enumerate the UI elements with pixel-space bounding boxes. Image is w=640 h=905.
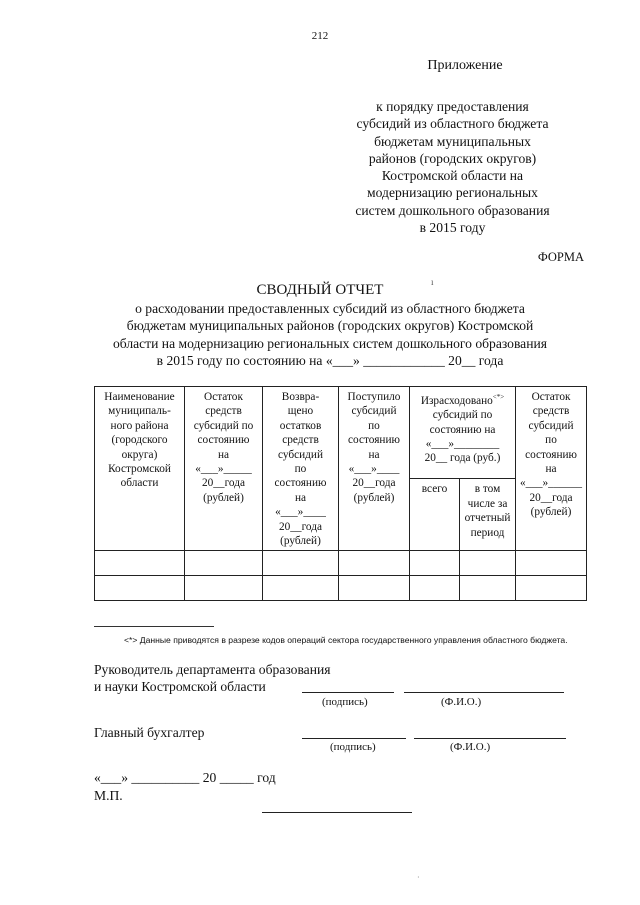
appendix-line: систем дошкольного образования [355, 202, 550, 218]
head-title-line2: и науки Костромской области [94, 679, 266, 694]
header-closing-balance: Остаток средств субсидий по состоянию на «___»______ 20__года (рублей) [516, 387, 587, 551]
accountant-signature-caption: (подпись) [330, 741, 376, 753]
accountant-title: Главный бухгалтер [94, 725, 205, 740]
appendix-text [330, 98, 575, 236]
head-name-line [404, 692, 564, 693]
subtitle-line: о расходовании предоставленных субсидий из областного бюджета [135, 301, 525, 316]
header-spent-total: всего [410, 479, 460, 551]
scan-dot: · [417, 873, 420, 882]
table-row [95, 551, 587, 576]
appendix-line: к порядку предоставления [376, 99, 529, 114]
subtitle-line: бюджетам муниципальных районов (городских округов) Костромской [126, 318, 534, 334]
header-opening-balance: Остаток средств субсидий по состоянию на «___»_____ 20__года (рублей) [185, 387, 263, 551]
head-name-caption: (Ф.И.О.) [441, 696, 482, 708]
date-line: «___» __________ 20 _____ год [94, 770, 276, 785]
form-label: ФОРМА [537, 250, 584, 264]
stamp-line [262, 812, 412, 813]
page-number: 212 [311, 30, 329, 42]
appendix-line: Костромской области на [381, 168, 524, 184]
accountant-name-line [414, 738, 566, 739]
head-signature-line [302, 692, 394, 693]
subtitle-line: в 2015 году по состоянию на «___» ____________ 20__ года [156, 352, 504, 368]
appendix-title: Приложение [427, 58, 503, 73]
header-district: Наименование муниципаль- ного района (городского округа) Костромской области [95, 387, 185, 551]
appendix-line: районов (городских округов) [368, 150, 537, 166]
accountant-signature-line [302, 738, 406, 739]
report-title: СВОДНЫЙ ОТЧЕТ [256, 282, 384, 298]
header-spent-period: в том числе за отчетный период [460, 479, 516, 551]
stamp-label: М.П. [94, 788, 123, 803]
subtitle-line: области на модернизацию региональных систем дошкольного образования [112, 335, 548, 351]
appendix-line: в 2015 году [419, 220, 486, 236]
table-header-row [95, 387, 587, 479]
appendix-line: бюджетам муниципальных [374, 133, 531, 149]
head-signature-caption: (подпись) [322, 696, 368, 708]
footnote: <*> Данные приводятся в разрезе кодов операций сектора государственного управления областного бюджета. [124, 635, 568, 645]
report-subtitle [100, 300, 560, 369]
table-row [95, 576, 587, 601]
header-received: Поступило субсидий по состоянию на «___»____ 20__года (рублей) [339, 387, 410, 551]
footnote-marker: <*> [492, 393, 505, 401]
appendix-line: субсидий из областного бюджета [356, 116, 549, 132]
footnote-separator [94, 626, 214, 627]
appendix-line: модернизацию региональных [367, 185, 538, 201]
header-returned: Возвра- щено остатков средств субсидий по состоянию на «___»____ 20__года (рублей) [263, 387, 339, 551]
accountant-name-caption: (Ф.И.О.) [450, 741, 491, 753]
scan-mark: ı [431, 277, 434, 287]
header-spent: Израсходовано<*> субсидий по состоянию на «___»________ 20__ года (руб.) [410, 387, 516, 479]
report-table [94, 386, 587, 601]
head-title-line1: Руководитель департамента образования [94, 662, 331, 677]
